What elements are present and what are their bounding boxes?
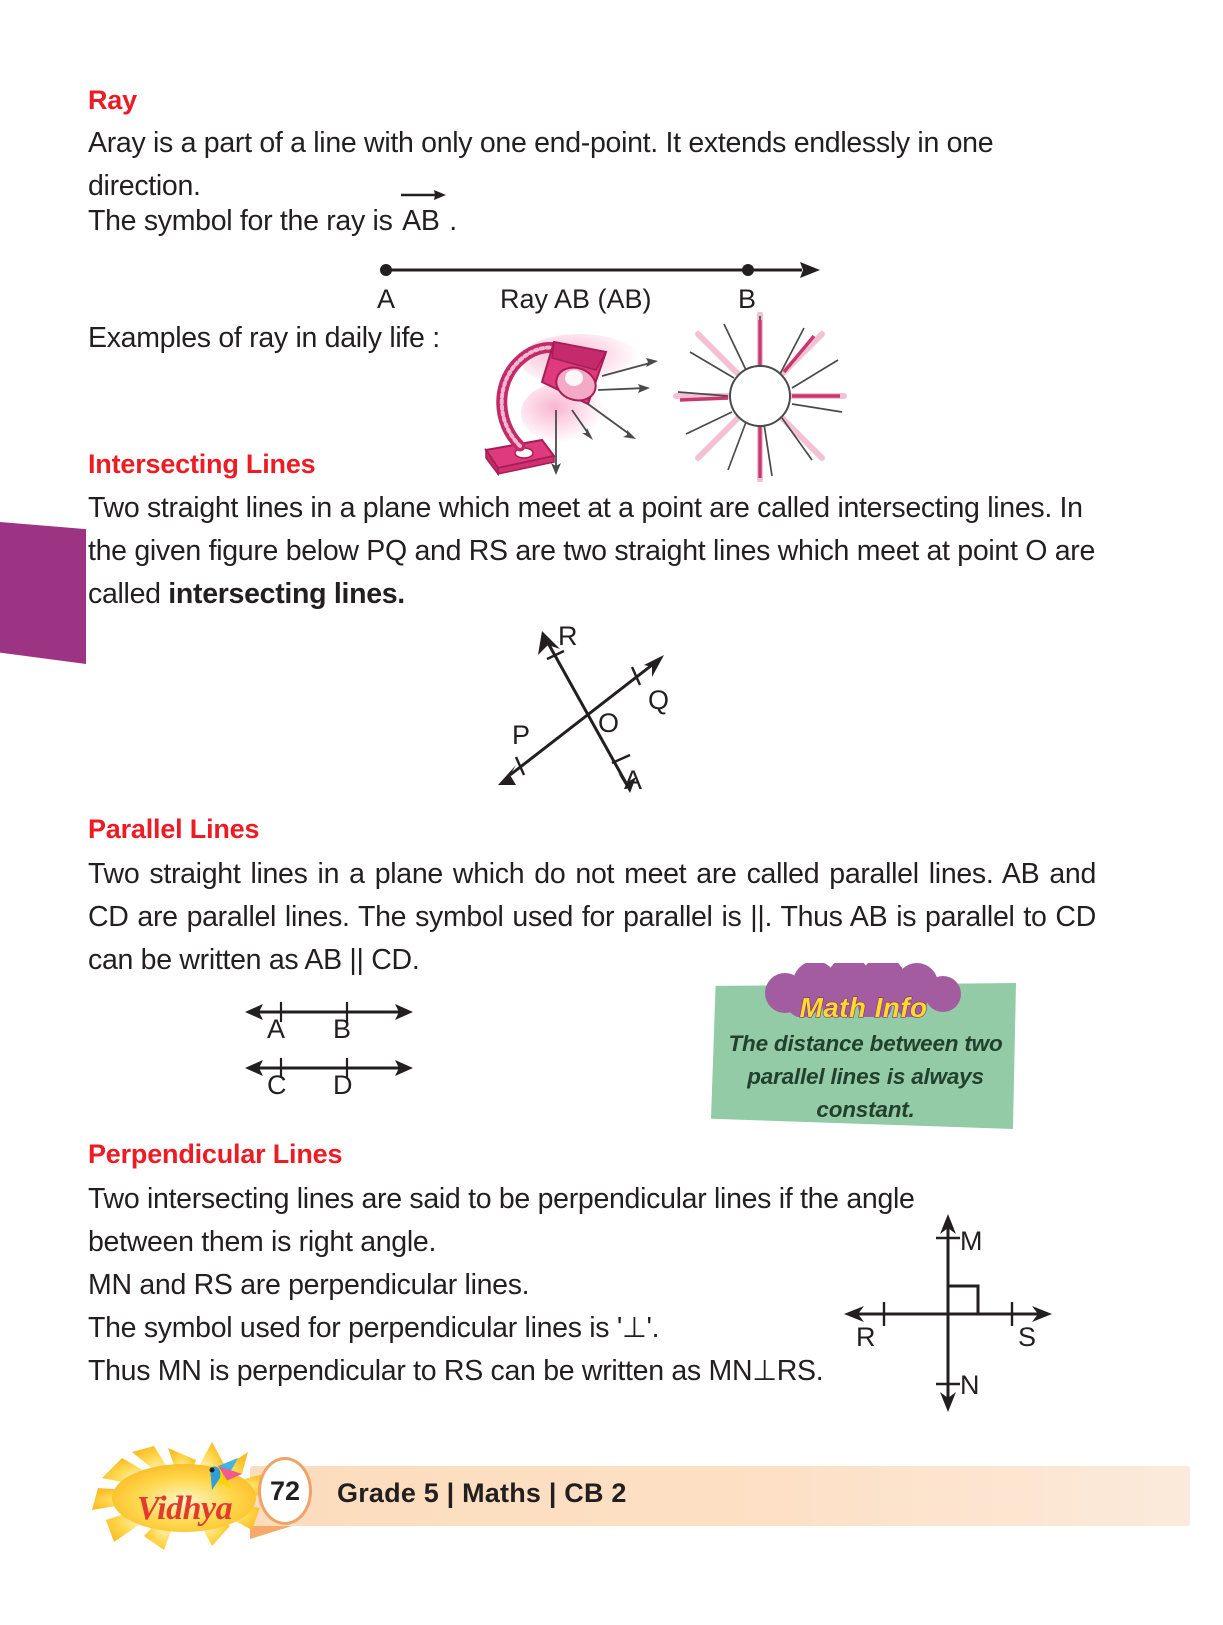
- intersecting-text-main: Two straight lines in a plane which meet at a point are called intersecting lines. In the given figure below PQ and RS are two straight lines which meet at point O are called: [88, 492, 1095, 610]
- intersecting-label-r: R: [558, 621, 578, 651]
- parallel-label-c: C: [267, 1070, 287, 1100]
- ray-label-middle: Ray AB (AB): [500, 284, 652, 314]
- brand-name: Vidhya: [136, 1490, 233, 1527]
- parallel-label-d: D: [333, 1070, 353, 1100]
- math-info-text: The distance between two parallel lines is always constant.: [728, 1031, 1003, 1122]
- ray-symbol-letters: AB: [402, 205, 440, 237]
- intersecting-lines-diagram: [490, 621, 700, 800]
- brand-logo: [92, 1438, 277, 1550]
- intersecting-text-bold: intersecting lines.: [168, 578, 405, 610]
- parallel-label-a: A: [267, 1014, 286, 1044]
- perpendicular-label-r: R: [856, 1322, 876, 1352]
- ray-symbol-prefix: The symbol for the ray is: [88, 205, 401, 237]
- ray-symbol-line: [88, 200, 788, 243]
- perpendicular-line-4: Thus MN is perpendicular to RS can be written as MN⊥RS.: [88, 1355, 824, 1387]
- vector-arrow-icon: [400, 188, 446, 200]
- perpendicular-lines-diagram: [840, 1212, 1055, 1412]
- parallel-label-b: B: [333, 1014, 352, 1044]
- math-info-box: [711, 983, 1016, 1129]
- desk-lamp-icon: [468, 318, 658, 478]
- perpendicular-line-1: Two intersecting lines are said to be perpendicular lines if the angle between them is right angle.: [88, 1183, 915, 1258]
- intersecting-label-o: O: [598, 708, 620, 738]
- intersecting-description: [88, 487, 1096, 616]
- ray-label-a: A: [377, 284, 396, 314]
- ray-diagram: [370, 258, 820, 316]
- perpendicular-line-3: The symbol used for perpendicular lines is '⊥'.: [88, 1312, 660, 1344]
- side-tab-decoration: [0, 522, 86, 664]
- section-heading-perpendicular: Perpendicular Lines: [88, 1139, 343, 1169]
- perpendicular-label-n: N: [960, 1370, 980, 1400]
- intersecting-label-p: P: [512, 720, 531, 750]
- page-number: 72: [269, 1475, 301, 1506]
- intersecting-label-q: Q: [648, 685, 670, 715]
- perpendicular-lines-graphic: [840, 1212, 1055, 1412]
- math-info-badge-label: Math Info: [799, 992, 928, 1023]
- footer-caption: Grade 5 | Maths | CB 2: [337, 1478, 627, 1508]
- section-heading-ray: Ray: [88, 85, 137, 115]
- sun-icon: [672, 312, 852, 482]
- section-heading-parallel: Parallel Lines: [88, 814, 260, 844]
- ray-label-b: B: [738, 284, 757, 314]
- perpendicular-label-m: M: [960, 1226, 983, 1256]
- intersecting-label-a: A: [624, 765, 643, 795]
- ray-vector-symbol: [400, 200, 441, 243]
- ray-examples-label: Examples of ray in daily life :: [88, 322, 440, 354]
- ray-symbol-suffix: .: [441, 205, 457, 237]
- ray-description: Aray is a part of a line with only one end-point. It extends endlessly in one direction.: [88, 127, 994, 202]
- desk-lamp-illustration: [468, 318, 658, 478]
- sun-illustration: [672, 312, 852, 482]
- section-heading-intersecting: Intersecting Lines: [88, 449, 316, 479]
- parallel-lines-diagram: [245, 1000, 425, 1100]
- perpendicular-line-2: MN and RS are perpendicular lines.: [88, 1269, 530, 1301]
- parallel-description: Two straight lines in a plane which do not meet are called parallel lines. AB and CD are parallel lines. The symbol used for parallel is ||. Thus AB is parallel to CD can be written as AB || CD.: [88, 858, 1096, 976]
- perpendicular-label-s: S: [1018, 1322, 1037, 1352]
